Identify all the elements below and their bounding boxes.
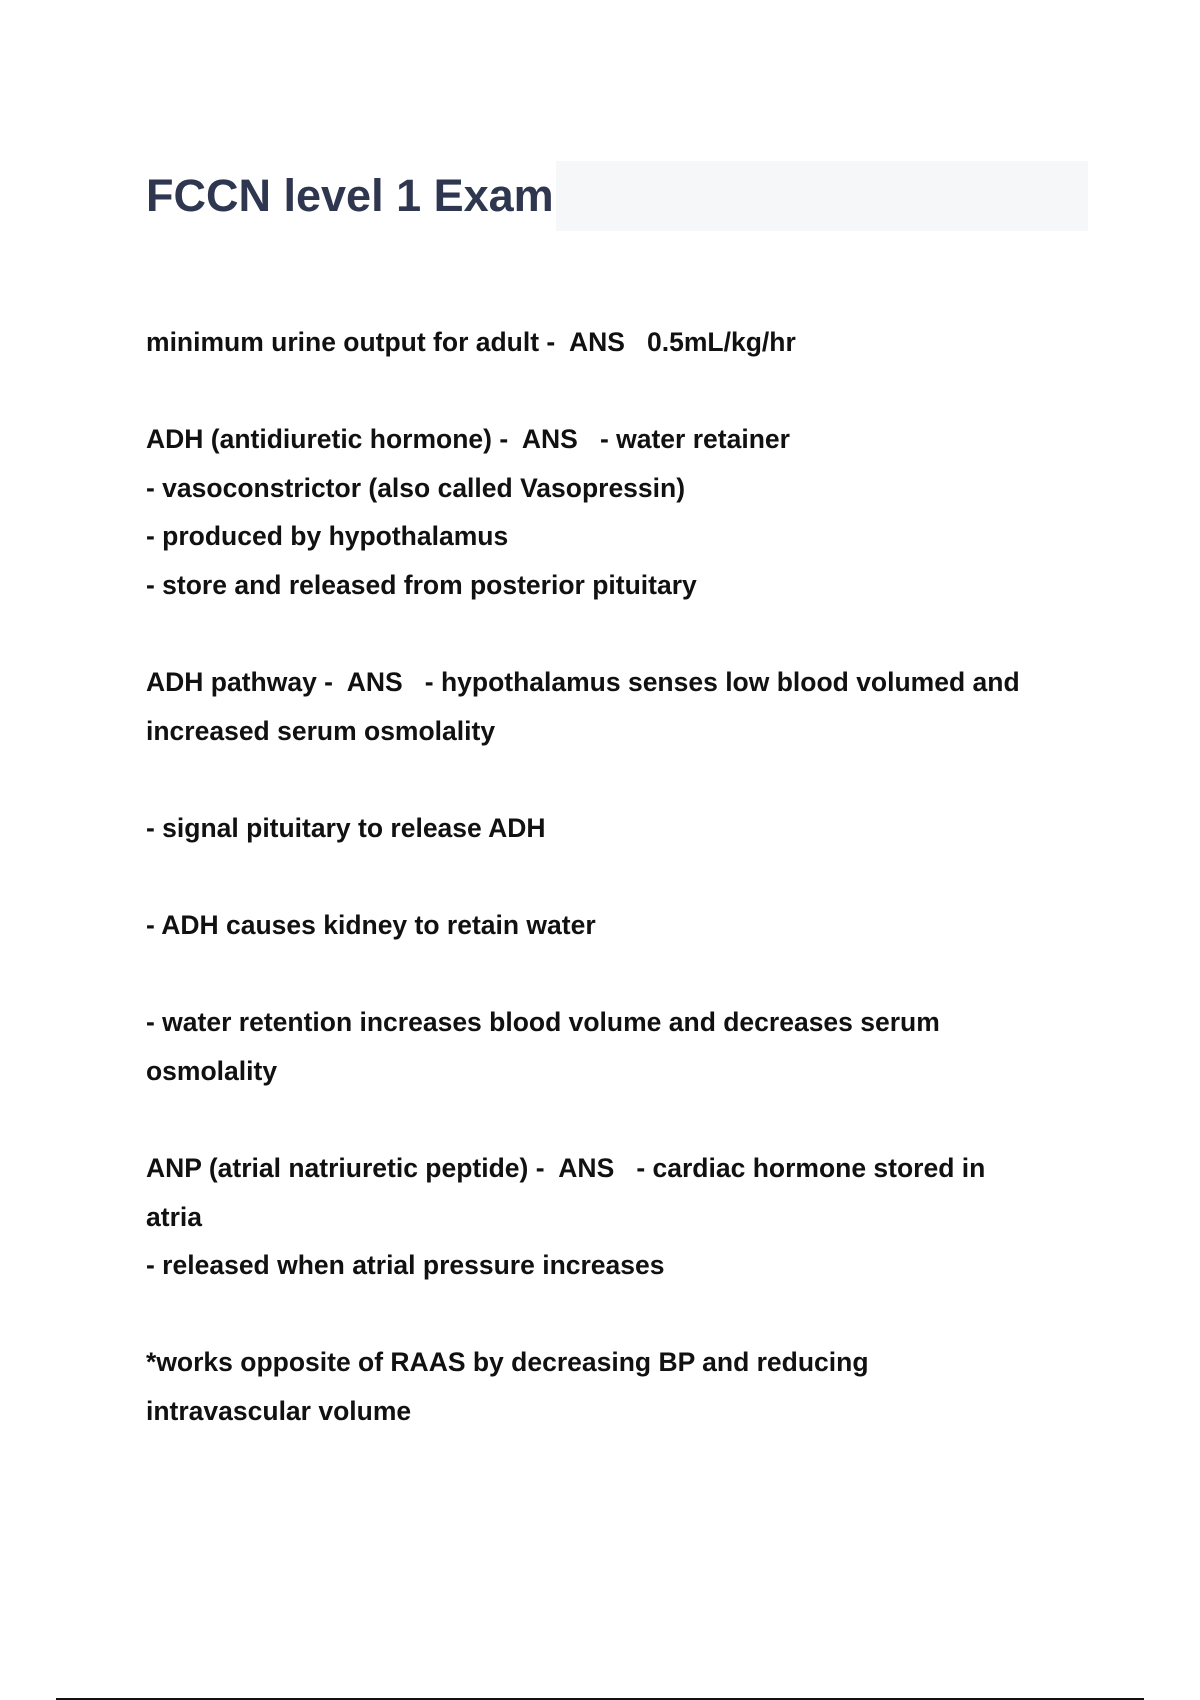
card-line: - ADH causes kidney to retain water — [146, 910, 596, 941]
block-gap — [146, 853, 1096, 902]
card-line: minimum urine output for adult - ANS 0.5mL/kg/hr — [146, 327, 796, 357]
card-line: atria — [146, 1201, 202, 1232]
block-gap — [146, 367, 1096, 416]
block-gap — [146, 1290, 1096, 1339]
card-line: ADH pathway - ANS - hypothalamus senses low blood volumed and — [146, 667, 1020, 698]
card-line: *works opposite of RAAS by decreasing BP and reducing — [146, 1347, 869, 1378]
card-line: osmolality — [146, 1055, 278, 1086]
card-line: - signal pituitary to release ADH — [146, 812, 546, 843]
card-line: - vasoconstrictor (also called Vasopressin) — [146, 472, 686, 503]
flashcard-content — [146, 318, 1096, 1436]
card-line: ADH (antidiuretic hormone) - ANS - water retainer — [146, 424, 790, 455]
block-gap — [146, 610, 1096, 659]
card-line: increased serum osmolality — [146, 715, 496, 746]
document-title: FCCN level 1 Exam — [146, 161, 556, 231]
block-gap — [146, 1096, 1096, 1145]
card-line: - released when atrial pressure increases — [146, 1250, 665, 1281]
block-gap — [146, 755, 1096, 804]
card-line: - store and released from posterior pituitary — [146, 569, 697, 600]
card-line: - water retention increases blood volume and decreases serum — [146, 1007, 940, 1038]
block-gap — [146, 950, 1096, 999]
card-line: - produced by hypothalamus — [146, 521, 509, 552]
card-line: intravascular volume — [146, 1396, 412, 1427]
card-line: ANP (atrial natriuretic peptide) - ANS - cardiac hormone stored in — [146, 1153, 986, 1184]
